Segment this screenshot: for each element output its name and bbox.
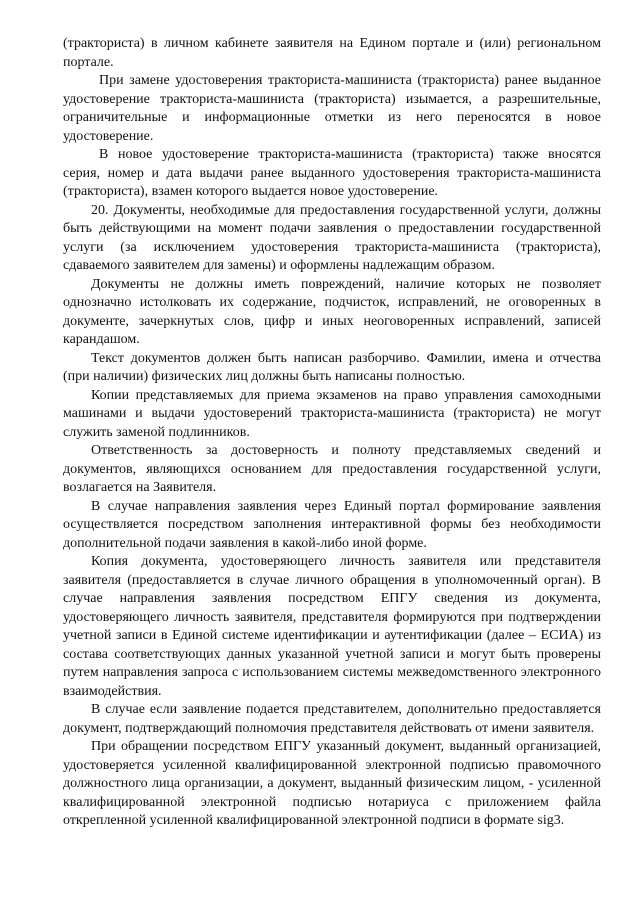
document-page: [63, 35, 601, 831]
paragraph-identity-document: Копия документа, удостоверяющего личность заявителя или представителя заявителя (предоставляется в случае личного обращения в уполномоченный орган). В случае направления заявления посредством ЕПГУ сведения из документа, удостоверяющего личность заявителя, представителя формируются при подтверждении учетной записи в Единой системе идентификации и аутентификации (далее – ЕСИА) из состава соответствующих данных указанной учетной записи и могут быть проверены путем направления запроса с использованием системы межведомственного электронного взаимодействия.: [63, 554, 601, 699]
paragraph-unified-portal: В случае направления заявления через Единый портал формирование заявления осуществляется посредством заполнения интерактивной формы без необходимости дополнительной подачи заявления в какой-либо иной форме.: [63, 498, 601, 551]
paragraph-representative: В случае если заявление подается представителем, дополнительно предоставляется документ, подтверждающий полномочия представителя действовать от имени заявителя.: [63, 702, 601, 736]
paragraph-copies: Копии представляемых для приема экзаменов на право управления самоходными машинами и выдачи удостоверений тракториста-машиниста (тракториста) не могут служить заменой подлинников.: [63, 387, 601, 440]
paragraph-document-damage: Документы не должны иметь повреждений, наличие которых не позволяет однозначно истолковать их содержание, подчисток, исправлений, не оговоренных в документе, зачеркнутых слов, цифр и иных неоговоренных исправлений, записей карандашом.: [63, 276, 601, 347]
paragraph-continuation: (тракториста) в личном кабинете заявителя на Едином портале и (или) региональном портале.: [63, 36, 601, 70]
paragraph-new-license-details: В новое удостоверение тракториста-машиниста (тракториста) также вносятся серия, номер и дата выдачи ранее выданного удостоверения тракториста-машиниста (тракториста), взамен которого выдается новое удостоверение.: [63, 147, 601, 199]
paragraph-replacement-license: При замене удостоверения тракториста-машиниста (тракториста) ранее выданное удостоверение тракториста-машиниста (тракториста) изымается, а разрешительные, ограничительные и информационные отметки из него переносятся в новое удостоверение.: [63, 73, 601, 144]
paragraph-responsibility: Ответственность за достоверность и полноту представляемых сведений и документов, являющихся основанием для предоставления государственной услуги, возлагается на Заявителя.: [63, 443, 601, 495]
paragraph-epgu-signature: При обращении посредством ЕПГУ указанный документ, выданный организацией, удостоверяется усиленной квалифицированной электронной подписью правомочного должностного лица организации, а документ, выданный физическим лицом, - усиленной квалифицированной электронной подписью нотариуса с приложением файла открепленной усиленной квалифицированной электронной подписи в формате sig3.: [63, 739, 601, 828]
paragraph-item-20: 20. Документы, необходимые для предоставления государственной услуги, должны быть действующими на момент подачи заявления о предоставлении государственной услуги (за исключением удостоверения тракториста-машиниста (тракториста), сдаваемого заявителем для замены) и оформлены надлежащим образом.: [63, 202, 601, 273]
paragraph-legibility: Текст документов должен быть написан разборчиво. Фамилии, имена и отчества (при наличии) физических лиц должны быть написаны полностью.: [63, 350, 601, 384]
